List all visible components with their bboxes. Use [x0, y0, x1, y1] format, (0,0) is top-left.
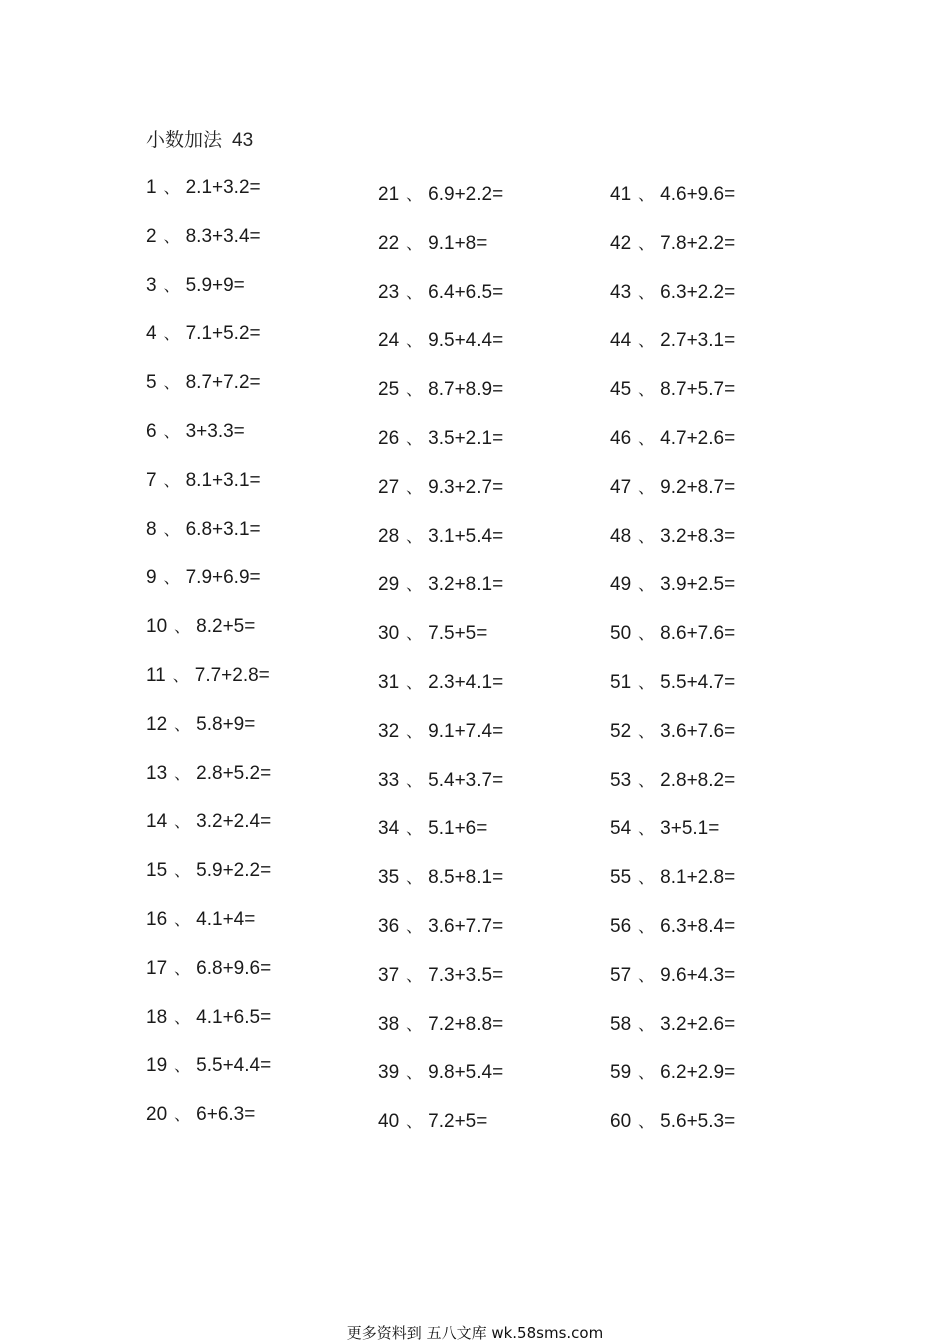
- problem-separator: 、: [172, 665, 189, 685]
- problem-item: [610, 915, 735, 964]
- problem-number: 26: [378, 427, 400, 449]
- problem-item: [146, 371, 271, 420]
- problem-item: [146, 322, 271, 371]
- problem-expression: 6+6.3=: [196, 1104, 256, 1126]
- title-text: 小数加法: [146, 129, 223, 151]
- problem-separator: 、: [406, 380, 423, 400]
- problem-item: [610, 720, 735, 769]
- problem-separator: 、: [174, 958, 191, 978]
- problem-item: [610, 817, 735, 866]
- problem-number: 36: [378, 915, 400, 937]
- problem-number: 18: [146, 1006, 168, 1028]
- problem-number: 25: [378, 379, 400, 401]
- problem-expression: 2.7+3.1=: [660, 330, 736, 352]
- problem-item: [610, 866, 735, 915]
- problem-number: 5: [146, 372, 157, 394]
- problem-separator: 、: [638, 428, 655, 448]
- problem-separator: 、: [638, 575, 655, 595]
- problem-item: [378, 817, 503, 866]
- problem-number: 4: [146, 323, 157, 345]
- problem-separator: 、: [406, 477, 423, 497]
- problem-separator: 、: [406, 868, 423, 888]
- problem-number: 13: [146, 762, 168, 784]
- problem-number: 42: [610, 232, 632, 254]
- problem-item: [610, 622, 735, 671]
- problem-separator: 、: [638, 770, 655, 790]
- problem-expression: 6.3+2.2=: [660, 281, 736, 303]
- problem-separator: 、: [406, 526, 423, 546]
- problem-number: 48: [610, 525, 632, 547]
- problem-number: 38: [378, 1013, 400, 1035]
- problem-expression: 2.3+4.1=: [428, 671, 504, 693]
- problem-number: 12: [146, 713, 168, 735]
- problem-item: [146, 1054, 271, 1103]
- problem-number: 17: [146, 957, 168, 979]
- problem-number: 19: [146, 1055, 168, 1077]
- problem-item: [378, 1061, 503, 1110]
- problem-separator: 、: [638, 916, 655, 936]
- problem-separator: 、: [174, 714, 191, 734]
- problem-number: 49: [610, 574, 632, 596]
- problem-separator: 、: [638, 233, 655, 253]
- problem-separator: 、: [174, 861, 191, 881]
- problem-item: [610, 1110, 735, 1159]
- problem-expression: 8.3+3.4=: [185, 225, 261, 247]
- problem-number: 3: [146, 274, 157, 296]
- problem-expression: 6.2+2.9=: [660, 1062, 736, 1084]
- problem-number: 22: [378, 232, 400, 254]
- problem-number: 30: [378, 623, 400, 645]
- problem-separator: 、: [174, 909, 191, 929]
- problem-number: 55: [610, 867, 632, 889]
- problem-item: [610, 378, 735, 427]
- problem-number: 28: [378, 525, 400, 547]
- problem-item: [146, 762, 271, 811]
- problem-item: [378, 671, 503, 720]
- problem-expression: 9.5+4.4=: [428, 330, 504, 352]
- footer-text: 更多资料到 五八文库 wk.58sms.com: [346, 1324, 604, 1342]
- problem-expression: 5.5+4.7=: [660, 671, 736, 693]
- problem-separator: 、: [163, 421, 180, 441]
- problem-item: [610, 329, 735, 378]
- problem-item: [610, 671, 735, 720]
- problem-separator: 、: [163, 568, 180, 588]
- problem-item: [378, 232, 503, 281]
- problem-expression: 7.3+3.5=: [428, 964, 504, 986]
- problem-expression: 6.8+9.6=: [196, 957, 272, 979]
- problem-separator: 、: [406, 916, 423, 936]
- problem-separator: 、: [406, 819, 423, 839]
- problem-expression: 3.9+2.5=: [660, 574, 736, 596]
- problem-item: [146, 810, 271, 859]
- problem-number: 54: [610, 818, 632, 840]
- problem-separator: 、: [406, 1063, 423, 1083]
- problem-item: [378, 915, 503, 964]
- problem-number: 1: [146, 177, 157, 198]
- problem-separator: 、: [638, 185, 655, 204]
- problem-number: 8: [146, 518, 157, 540]
- problem-column-3: [610, 183, 735, 1159]
- problem-separator: 、: [406, 965, 423, 985]
- problem-item: [378, 1013, 503, 1062]
- problem-expression: 3.2+2.6=: [660, 1013, 736, 1035]
- problem-item: [378, 964, 503, 1013]
- problem-expression: 4.6+9.6=: [660, 184, 736, 205]
- problem-separator: 、: [638, 526, 655, 546]
- page-title: [146, 125, 253, 152]
- problem-separator: 、: [638, 380, 655, 400]
- problem-number: 21: [378, 184, 400, 205]
- problem-number: 58: [610, 1013, 632, 1035]
- problem-item: [146, 908, 271, 957]
- problem-separator: 、: [163, 275, 180, 295]
- problem-item: [378, 720, 503, 769]
- problem-expression: 5.1+6=: [428, 818, 488, 840]
- problem-item: [146, 615, 271, 664]
- problem-separator: 、: [174, 1056, 191, 1076]
- problem-separator: 、: [406, 721, 423, 741]
- problem-number: 35: [378, 867, 400, 889]
- problem-expression: 5.9+2.2=: [196, 860, 272, 882]
- problem-expression: 3+3.3=: [185, 420, 245, 442]
- problem-number: 33: [378, 769, 400, 791]
- problem-separator: 、: [174, 1007, 191, 1027]
- problem-number: 60: [610, 1111, 632, 1133]
- problem-expression: 8.1+3.1=: [185, 469, 261, 491]
- problem-separator: 、: [638, 1112, 655, 1132]
- problem-number: 29: [378, 574, 400, 596]
- problem-item: [378, 525, 503, 574]
- problem-number: 6: [146, 420, 157, 442]
- problem-separator: 、: [406, 282, 423, 302]
- problem-item: [146, 518, 271, 567]
- problem-expression: 3.6+7.7=: [428, 915, 504, 937]
- problem-expression: 4.1+6.5=: [196, 1006, 272, 1028]
- problem-item: [378, 281, 503, 330]
- problem-item: [610, 232, 735, 281]
- problem-separator: 、: [638, 721, 655, 741]
- problem-separator: 、: [406, 770, 423, 790]
- problem-item: [378, 622, 503, 671]
- problem-number: 10: [146, 616, 168, 638]
- problem-expression: 7.8+2.2=: [660, 232, 736, 254]
- problem-number: 2: [146, 225, 157, 247]
- problem-expression: 7.1+5.2=: [185, 323, 261, 345]
- problem-expression: 7.5+5=: [428, 623, 488, 645]
- title-number: 43: [232, 130, 254, 151]
- problem-separator: 、: [638, 965, 655, 985]
- problem-separator: 、: [163, 470, 180, 490]
- problem-expression: 6.3+8.4=: [660, 915, 736, 937]
- problem-separator: 、: [406, 428, 423, 448]
- problem-separator: 、: [174, 1105, 191, 1125]
- problem-item: [146, 664, 271, 713]
- problem-number: 52: [610, 720, 632, 742]
- problem-separator: 、: [163, 519, 180, 539]
- problem-item: [378, 378, 503, 427]
- problem-number: 40: [378, 1111, 400, 1133]
- problem-expression: 3.6+7.6=: [660, 720, 736, 742]
- problem-number: 44: [610, 330, 632, 352]
- problem-separator: 、: [638, 1063, 655, 1083]
- problem-expression: 2.8+8.2=: [660, 769, 736, 791]
- problem-separator: 、: [406, 1014, 423, 1034]
- problem-number: 9: [146, 567, 157, 589]
- problem-item: [610, 1013, 735, 1062]
- problem-expression: 3+5.1=: [660, 818, 720, 840]
- problem-expression: 3.2+8.1=: [428, 574, 504, 596]
- problem-expression: 2.1+3.2=: [185, 177, 261, 198]
- problem-item: [146, 176, 271, 225]
- problem-item: [610, 525, 735, 574]
- problem-expression: 8.2+5=: [196, 616, 256, 638]
- problem-separator: 、: [638, 331, 655, 351]
- problem-item: [146, 713, 271, 762]
- problem-expression: 8.5+8.1=: [428, 867, 504, 889]
- problem-number: 56: [610, 915, 632, 937]
- problem-item: [378, 769, 503, 818]
- problem-number: 45: [610, 379, 632, 401]
- problem-item: [378, 183, 503, 232]
- problem-separator: 、: [406, 185, 423, 204]
- problem-item: [146, 957, 271, 1006]
- problem-expression: 4.1+4=: [196, 908, 256, 930]
- problem-number: 50: [610, 623, 632, 645]
- problem-separator: 、: [406, 233, 423, 253]
- problem-number: 27: [378, 476, 400, 498]
- problem-expression: 9.1+8=: [428, 232, 488, 254]
- problem-number: 46: [610, 427, 632, 449]
- problem-separator: 、: [638, 819, 655, 839]
- problem-expression: 6.4+6.5=: [428, 281, 504, 303]
- problem-separator: 、: [638, 282, 655, 302]
- problem-number: 47: [610, 476, 632, 498]
- problem-expression: 9.6+4.3=: [660, 964, 736, 986]
- problem-number: 32: [378, 720, 400, 742]
- problem-expression: 6.9+2.2=: [428, 184, 504, 205]
- problem-number: 11: [146, 664, 166, 686]
- problem-item: [146, 566, 271, 615]
- problem-number: 15: [146, 860, 168, 882]
- problem-item: [146, 420, 271, 469]
- problem-expression: 8.7+8.9=: [428, 379, 504, 401]
- problem-expression: 7.2+5=: [428, 1111, 488, 1133]
- problem-item: [146, 859, 271, 908]
- problem-expression: 3.1+5.4=: [428, 525, 504, 547]
- problem-separator: 、: [406, 624, 423, 644]
- problem-number: 43: [610, 281, 632, 303]
- problem-item: [378, 573, 503, 622]
- problem-expression: 7.9+6.9=: [185, 567, 261, 589]
- problem-expression: 9.8+5.4=: [428, 1062, 504, 1084]
- problem-number: 57: [610, 964, 632, 986]
- problem-number: 24: [378, 330, 400, 352]
- problem-expression: 5.8+9=: [196, 713, 256, 735]
- problem-expression: 9.2+8.7=: [660, 476, 736, 498]
- problem-separator: 、: [174, 763, 191, 783]
- problem-number: 14: [146, 811, 168, 833]
- problem-expression: 6.8+3.1=: [185, 518, 261, 540]
- problem-expression: 8.6+7.6=: [660, 623, 736, 645]
- problem-separator: 、: [406, 331, 423, 351]
- problem-number: 53: [610, 769, 632, 791]
- problem-separator: 、: [406, 575, 423, 595]
- problem-item: [378, 329, 503, 378]
- problem-separator: 、: [638, 1014, 655, 1034]
- problem-item: [610, 281, 735, 330]
- problem-item: [610, 476, 735, 525]
- problem-expression: 8.7+5.7=: [660, 379, 736, 401]
- problem-column-1: [146, 176, 271, 1152]
- problem-expression: 5.6+5.3=: [660, 1111, 736, 1133]
- problem-expression: 3.5+2.1=: [428, 427, 504, 449]
- problem-expression: 5.5+4.4=: [196, 1055, 272, 1077]
- problem-item: [610, 573, 735, 622]
- problem-item: [146, 1103, 271, 1152]
- problem-separator: 、: [406, 672, 423, 692]
- problem-expression: 5.9+9=: [185, 274, 245, 296]
- problem-item: [610, 769, 735, 818]
- problem-number: 59: [610, 1062, 632, 1084]
- problem-item: [610, 183, 735, 232]
- problem-number: 23: [378, 281, 400, 303]
- problem-separator: 、: [638, 672, 655, 692]
- problem-separator: 、: [163, 373, 180, 393]
- problem-expression: 3.2+8.3=: [660, 525, 736, 547]
- problem-separator: 、: [174, 617, 191, 637]
- problem-separator: 、: [163, 226, 180, 246]
- problem-expression: 3.2+2.4=: [196, 811, 272, 833]
- problem-item: [146, 274, 271, 323]
- problem-separator: 、: [638, 624, 655, 644]
- problem-number: 37: [378, 964, 400, 986]
- problem-expression: 5.4+3.7=: [428, 769, 504, 791]
- problem-expression: 8.1+2.8=: [660, 867, 736, 889]
- problem-item: [146, 1006, 271, 1055]
- problem-number: 34: [378, 818, 400, 840]
- problem-item: [146, 469, 271, 518]
- problem-number: 39: [378, 1062, 400, 1084]
- problem-number: 20: [146, 1104, 168, 1126]
- problem-separator: 、: [163, 324, 180, 344]
- problem-item: [378, 1110, 503, 1159]
- problem-number: 51: [610, 671, 632, 693]
- problem-column-2: [378, 183, 503, 1159]
- problem-item: [378, 866, 503, 915]
- problem-separator: 、: [406, 1112, 423, 1132]
- problem-expression: 9.1+7.4=: [428, 720, 504, 742]
- problem-item: [378, 476, 503, 525]
- problem-expression: 9.3+2.7=: [428, 476, 504, 498]
- problem-item: [610, 427, 735, 476]
- problem-expression: 8.7+7.2=: [185, 372, 261, 394]
- problem-number: 7: [146, 469, 157, 491]
- problem-item: [610, 1061, 735, 1110]
- problem-item: [146, 225, 271, 274]
- problem-expression: 2.8+5.2=: [196, 762, 272, 784]
- problem-expression: 7.7+2.8=: [194, 664, 270, 686]
- problem-separator: 、: [638, 477, 655, 497]
- problem-separator: 、: [174, 812, 191, 832]
- problem-number: 41: [610, 184, 632, 205]
- problem-expression: 4.7+2.6=: [660, 427, 736, 449]
- problem-separator: 、: [163, 178, 180, 197]
- problem-expression: 7.2+8.8=: [428, 1013, 504, 1035]
- problem-number: 16: [146, 908, 168, 930]
- problem-item: [378, 427, 503, 476]
- problem-number: 31: [378, 671, 400, 693]
- problem-separator: 、: [638, 868, 655, 888]
- problem-item: [610, 964, 735, 1013]
